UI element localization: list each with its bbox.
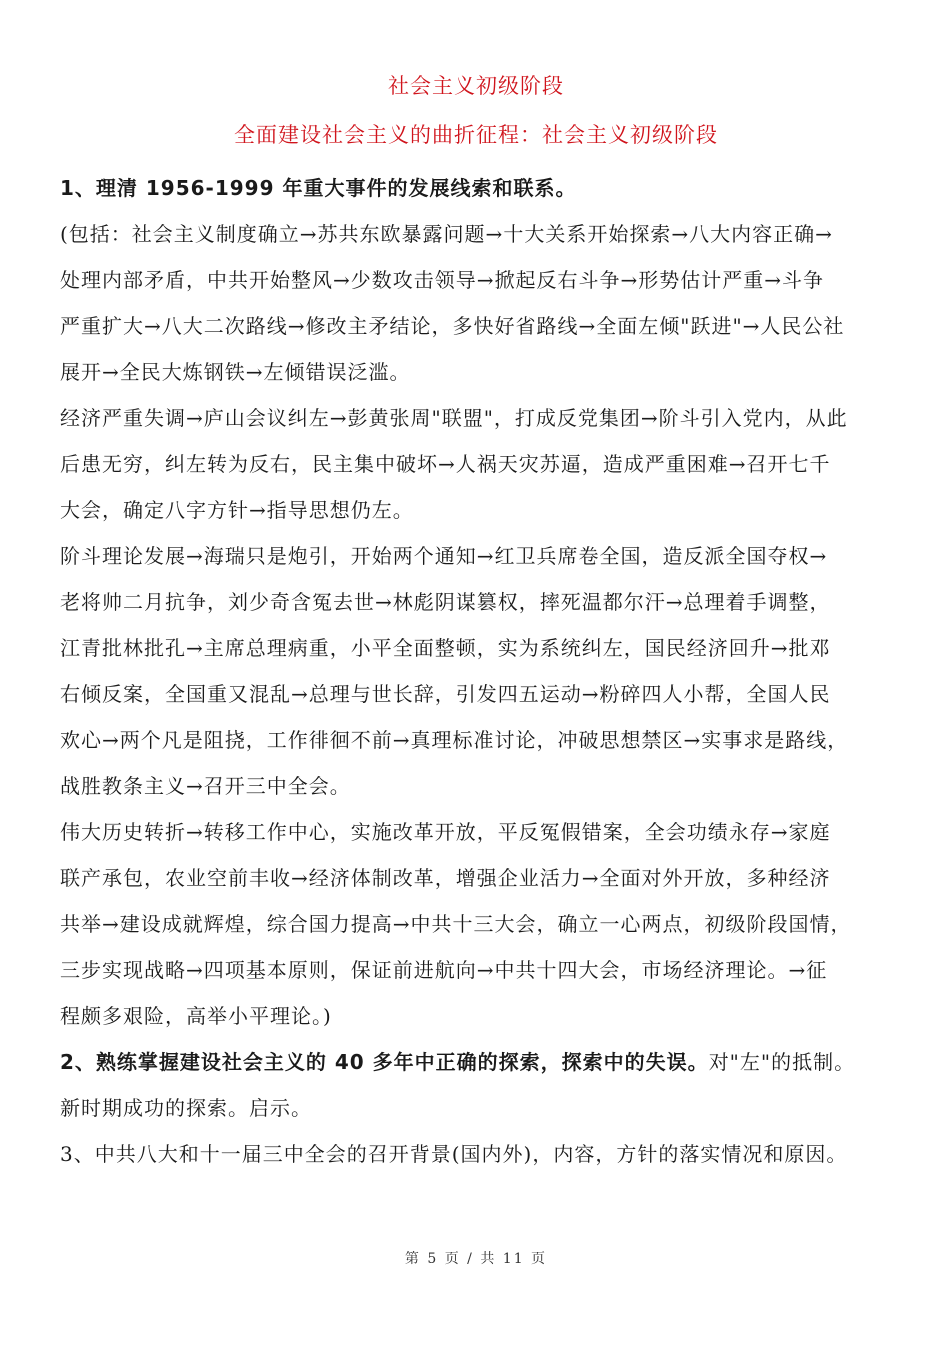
text-line: 老将帅二月抗争，刘少奇含冤去世→林彪阴谋篡权，摔死温都尔汗→总理着手调整， xyxy=(60,590,831,614)
text-line: 共举→建设成就辉煌，综合国力提高→中共十三大会，确立一心两点，初级阶段国情， xyxy=(60,912,852,936)
section-1-paragraph-4 xyxy=(60,809,898,1039)
text-line: 经济严重失调→庐山会议纠左→彭黄张周"联盟"，打成反党集团→阶斗引入党内，从此 xyxy=(60,406,848,430)
section-1-heading: 1、理清 1956-1999 年重大事件的发展线索和联系。 xyxy=(60,176,577,200)
text-line: 三步实现战略→四项基本原则，保证前进航向→中共十四大会，市场经济理论。→征 xyxy=(60,958,828,982)
text-line: 伟大历史转折→转移工作中心，实施改革开放，平反冤假错案，全会功绩永存→家庭 xyxy=(60,820,831,844)
text-line: 联产承包，农业空前丰收→经济体制改革，增强企业活力→全面对外开放，多种经济 xyxy=(60,866,831,890)
page-number: 第 5 页 / 共 11 页 xyxy=(404,1251,548,1267)
section-1-paragraph-1 xyxy=(60,211,898,395)
text-line: 程颇多艰险，高举小平理论。) xyxy=(60,1004,332,1028)
section-2-heading-bold: 2、熟练掌握建设社会主义的 40 多年中正确的探索，探索中的失误。 xyxy=(60,1050,709,1074)
text-line: 欢心→两个凡是阻挠，工作徘徊不前→真理标准讨论，冲破思想禁区→实事求是路线， xyxy=(60,728,849,752)
text-line: (包括：社会主义制度确立→苏共东欧暴露问题→十大关系开始探索→八大内容正确→ xyxy=(60,222,833,246)
section-1-paragraph-3 xyxy=(60,533,898,809)
section-2-continuation: 新时期成功的探索。启示。 xyxy=(60,1096,312,1120)
document-body xyxy=(60,165,898,1177)
text-line: 大会，确定八字方针→指导思想仍左。 xyxy=(60,498,414,522)
text-line: 阶斗理论发展→海瑞只是炮引，开始两个通知→红卫兵席卷全国，造反派全国夺权→ xyxy=(60,544,828,568)
text-line: 处理内部矛盾，中共开始整风→少数攻击领导→掀起反右斗争→形势估计严重→斗争 xyxy=(60,268,825,292)
text-line: 江青批林批孔→主席总理病重，小平全面整顿，实为系统纠左，国民经济回升→批邓 xyxy=(60,636,831,660)
text-line: 后患无穷，纠左转为反右，民主集中破坏→人祸天灾苏逼，造成严重困难→召开七千 xyxy=(60,452,831,476)
section-3-heading: 3、中共八大和十一届三中全会的召开背景(国内外)，内容，方针的落实情况和原因。 xyxy=(60,1142,848,1166)
document-subtitle: 全面建设社会主义的曲折征程：社会主义初级阶段 xyxy=(234,123,718,147)
section-2-heading-normal: 对"左"的抵制。 xyxy=(708,1050,856,1074)
section-2-heading xyxy=(60,1039,898,1085)
text-line: 右倾反案，全国重又混乱→总理与世长辞，引发四五运动→粉碎四人小帮，全国人民 xyxy=(60,682,831,706)
text-line: 战胜教条主义→召开三中全会。 xyxy=(60,774,351,798)
section-1-paragraph-2 xyxy=(60,395,898,533)
text-line: 展开→全民大炼钢铁→左倾错误泛滥。 xyxy=(60,360,411,384)
document-title: 社会主义初级阶段 xyxy=(388,74,564,98)
text-line: 严重扩大→八大二次路线→修改主矛结论，多快好省路线→全面左倾"跃进"→人民公社 xyxy=(60,314,845,338)
